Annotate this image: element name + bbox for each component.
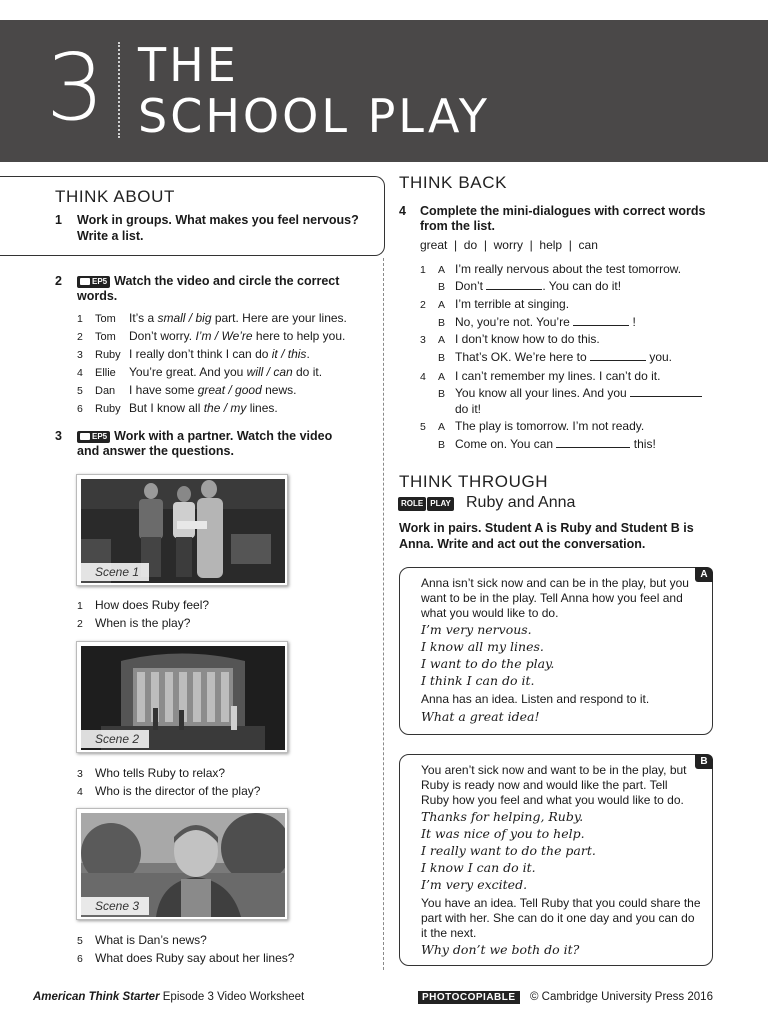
footer-source [33, 991, 304, 1003]
scene-question: 5 What is Dan’s news? [77, 933, 207, 947]
header-divider [118, 42, 120, 138]
card-text: what you would like to do. [421, 606, 559, 620]
pair-instructions-line1: Work in pairs. Student A is Ruby and Student B is [399, 521, 694, 535]
question-1-line2: Write a list. [77, 229, 144, 243]
dialogue-row: 3 Ruby I really don’t think I can do it / this. [77, 347, 310, 361]
scene-question: 6 What does Ruby say about her lines? [77, 951, 295, 965]
scene-1-label: Scene 1 [81, 563, 149, 581]
photocopiable-badge: PHOTOCOPIABLE [418, 991, 520, 1004]
mini-dialogue-b: B That’s OK. We’re here to you. [438, 350, 672, 364]
unit-number: 3 [46, 34, 105, 141]
card-text: want to be in the play. Tell Anna how you feel and [421, 591, 683, 605]
handwritten-answer: Why don’t we both do it? [421, 942, 580, 957]
mini-dialogue-a: 1 A I’m really nervous about the test tomorrow. [420, 262, 682, 276]
question-4-line2: from the list. [420, 219, 496, 233]
pair-instructions-line2: Anna. Write and act out the conversation. [399, 537, 646, 551]
handwritten-answer: I really want to do the part. [421, 843, 596, 858]
scene-question: 4 Who is the director of the play? [77, 784, 261, 798]
dialogue-row: 2 Tom Don’t worry. I’m / We’re here to help you. [77, 329, 346, 343]
dialogue-row: 4 Ellie You’re great. And you will / can do it. [77, 365, 323, 379]
question-2-line2: words. [77, 289, 118, 303]
circle-options[interactable]: it / this [271, 347, 307, 361]
think-about-heading: THINK ABOUT [55, 187, 175, 206]
dialogue-row: 6 Ruby But I know all the / my lines. [77, 401, 278, 415]
circle-options[interactable]: I’m / We’re [195, 329, 253, 343]
question-4-line1: Complete the mini-dialogues with correct words [420, 204, 706, 218]
handwritten-answer: I want to do the play. [421, 656, 555, 671]
role-card-a [399, 567, 713, 735]
card-letter-b: B [695, 754, 713, 769]
handwritten-answer: I’m very excited. [421, 877, 528, 892]
question-number: 4 [399, 204, 406, 218]
scene-question: 3 Who tells Ruby to relax? [77, 766, 226, 780]
card-text: part with her. She can do it one day and you can do [421, 911, 695, 925]
question-3-line1: EP5 Work with a partner. Watch the video [77, 429, 332, 444]
question-number: 2 [55, 274, 62, 288]
handwritten-answer: Thanks for helping, Ruby. [421, 809, 584, 824]
word-list: great | do | worry | help | can [420, 238, 598, 252]
scene-3-image [76, 808, 288, 920]
mini-dialogue-b: B Come on. You can this! [438, 437, 656, 451]
scene-question: 1 How does Ruby feel? [77, 598, 210, 612]
handwritten-answer: I’m very nervous. [421, 622, 532, 637]
mini-dialogue-b-cont: do it! [455, 402, 482, 416]
question-number: 3 [55, 429, 62, 443]
role-play-title: Ruby and Anna [466, 494, 576, 511]
answer-blank[interactable] [486, 279, 542, 290]
footer-worksheet: Episode 3 Video Worksheet [162, 991, 305, 1003]
answer-blank[interactable] [573, 315, 629, 326]
scene-question: 2 When is the play? [77, 616, 191, 630]
mini-dialogue-a: 2 A I’m terrible at singing. [420, 297, 570, 311]
card-text: Ruby how you feel and what you would like to do. [421, 793, 684, 807]
handwritten-answer: I know I can do it. [421, 860, 536, 875]
card-text: Anna has an idea. Listen and respond to it. [421, 692, 650, 706]
footer-brand: American Think Starter [33, 991, 160, 1003]
circle-options[interactable]: great / good [197, 383, 262, 397]
answer-blank[interactable] [630, 386, 702, 397]
mini-dialogue-b: B Don’t . You can do it! [438, 279, 622, 293]
unit-title-line1: THE [138, 38, 239, 92]
card-letter-a: A [695, 567, 713, 582]
question-3-line2: and answer the questions. [77, 444, 234, 458]
circle-options[interactable]: the / my [203, 401, 247, 415]
circle-options[interactable]: small / big [157, 311, 212, 325]
handwritten-answer: What a great idea! [421, 709, 540, 724]
circle-options[interactable]: will / can [246, 365, 293, 379]
think-back-heading: THINK BACK [399, 173, 508, 192]
dialogue-row: 5 Dan I have some great / good news. [77, 383, 297, 397]
copyright: © Cambridge University Press 2016 [530, 991, 713, 1003]
mini-dialogue-b: B You know all your lines. And you [438, 386, 702, 400]
mini-dialogue-a: 4 A I can’t remember my lines. I can’t do it. [420, 369, 661, 383]
role-play-badge: ROLE PLAY [398, 497, 455, 511]
question-2-line1: EP5 Watch the video and circle the correct [77, 274, 339, 289]
card-text: Ruby is ready now and would like the part. Tell [421, 778, 668, 792]
card-text: it the next. [421, 926, 477, 940]
handwritten-answer: It was nice of you to help. [421, 826, 585, 841]
scene-2-image [76, 641, 288, 753]
mini-dialogue-a: 3 A I don’t know how to do this. [420, 332, 600, 346]
mini-dialogue-b: B No, you’re not. You’re ! [438, 315, 636, 329]
video-camera-icon [80, 278, 90, 285]
scene-1-image [76, 474, 288, 586]
dialogue-row: 1 Tom It’s a small / big part. Here are your lines. [77, 311, 347, 325]
think-through-heading: THINK THROUGH [399, 472, 549, 491]
question-number: 1 [55, 213, 62, 227]
card-text: You have an idea. Tell Ruby that you could share the [421, 896, 701, 910]
video-episode-badge: EP5 [77, 431, 110, 443]
mini-dialogue-a: 5 A The play is tomorrow. I’m not ready. [420, 419, 645, 433]
card-text: You aren’t sick now and want to be in the play, but [421, 763, 687, 777]
handwritten-answer: I know all my lines. [421, 639, 544, 654]
question-1-line1: Work in groups. What makes you feel nervous? [77, 213, 359, 227]
role-card-b [399, 754, 713, 966]
handwritten-answer: I think I can do it. [421, 673, 535, 688]
video-episode-badge: EP5 [77, 276, 110, 288]
card-text: Anna isn’t sick now and can be in the play, but you [421, 576, 689, 590]
answer-blank[interactable] [590, 350, 646, 361]
unit-header [0, 20, 768, 162]
scene-2-label: Scene 2 [81, 730, 149, 748]
answer-blank[interactable] [556, 437, 630, 448]
video-camera-icon [80, 433, 90, 440]
column-divider [383, 258, 384, 970]
unit-title-line2: SCHOOL PLAY [138, 89, 490, 143]
scene-3-label: Scene 3 [81, 897, 149, 915]
